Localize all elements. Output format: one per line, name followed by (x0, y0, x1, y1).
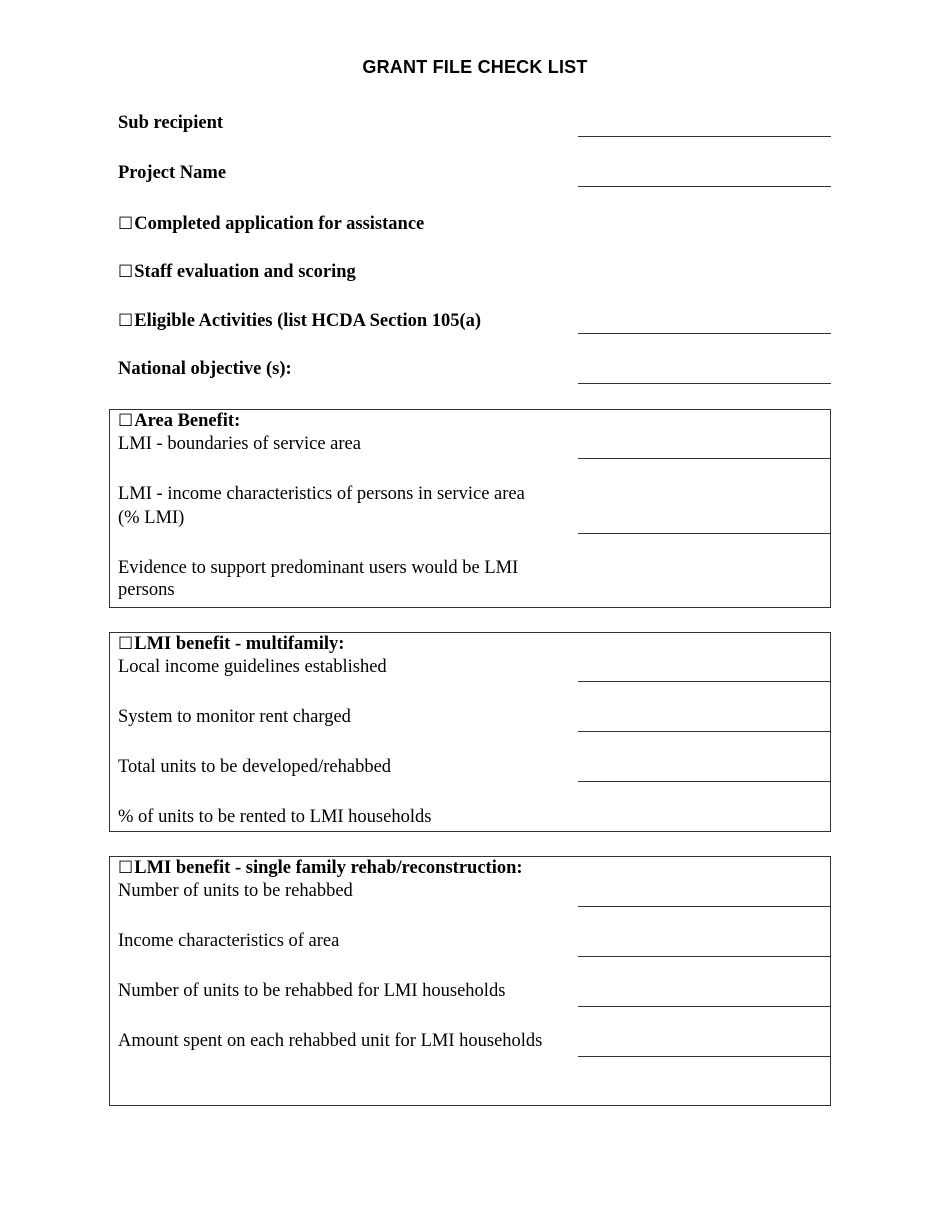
area-benefit-heading-label: Area Benefit: (134, 411, 241, 431)
area-benefit-item-income-line1: LMI - income characteristics of persons in service area (118, 484, 525, 504)
area-benefit-item-evidence-line2: persons (118, 580, 175, 600)
lmi-single-family-item-lmi-units: Number of units to be rehabbed for LMI households (118, 981, 506, 1001)
national-objective-field-line[interactable] (578, 383, 831, 384)
eligible-activities-field-line[interactable] (578, 333, 831, 334)
national-objective-label: National objective (s): (118, 359, 292, 379)
lmi-multifamily-item-rent: System to monitor rent charged (118, 707, 351, 727)
checklist-item-staff-evaluation (118, 261, 356, 284)
area-benefit-item-income-line2: (% LMI) (118, 508, 185, 528)
lmi-single-family-heading (118, 857, 523, 880)
checklist-item-label: Eligible Activities (list HCDA Section 105(a) (134, 311, 482, 331)
lmi-multifamily-item-guidelines: Local income guidelines established (118, 657, 387, 677)
checkbox-lmi-single-family[interactable]: ☐ (118, 858, 134, 878)
sub-recipient-field-line[interactable] (578, 136, 831, 137)
lmi-multifamily-item-total-units: Total units to be developed/rehabbed (118, 757, 392, 777)
page-title: GRANT FILE CHECK LIST (362, 57, 588, 77)
lmi-multifamily-heading-label: LMI benefit - multifamily: (134, 634, 345, 654)
lmi-multifamily-rent-line[interactable] (578, 731, 831, 732)
checklist-item-eligible-activities (118, 310, 481, 333)
checklist-item-label: Staff evaluation and scoring (134, 262, 356, 282)
project-name-field-line[interactable] (578, 186, 831, 187)
area-benefit-boundaries-line[interactable] (578, 458, 831, 459)
project-name-label: Project Name (118, 163, 227, 183)
lmi-multifamily-item-percent-units: % of units to be rented to LMI households (118, 807, 432, 827)
lmi-single-family-item-income: Income characteristics of area (118, 931, 340, 951)
lmi-single-family-item-amount: Amount spent on each rehabbed unit for LMI households (118, 1031, 543, 1051)
area-benefit-income-line[interactable] (578, 533, 831, 534)
lmi-single-family-item-units: Number of units to be rehabbed (118, 881, 353, 901)
lmi-single-family-amount-line[interactable] (578, 1056, 831, 1057)
area-benefit-item-boundaries: LMI - boundaries of service area (118, 434, 361, 454)
checkbox-area-benefit[interactable]: ☐ (118, 411, 134, 431)
checklist-item-completed-application (118, 213, 424, 236)
lmi-single-family-income-line[interactable] (578, 956, 831, 957)
area-benefit-heading (118, 410, 240, 433)
checkbox-completed-application[interactable]: ☐ (118, 214, 134, 234)
lmi-single-family-lmi-units-line[interactable] (578, 1006, 831, 1007)
lmi-single-family-heading-label: LMI benefit - single family rehab/reconstruction: (134, 858, 523, 878)
lmi-multifamily-heading (118, 633, 344, 656)
checkbox-lmi-multifamily[interactable]: ☐ (118, 634, 134, 654)
lmi-multifamily-guidelines-line[interactable] (578, 681, 831, 682)
checkbox-staff-evaluation[interactable]: ☐ (118, 262, 134, 282)
area-benefit-item-evidence-line1: Evidence to support predominant users would be LMI (118, 558, 519, 578)
checkbox-eligible-activities[interactable]: ☐ (118, 311, 134, 331)
lmi-single-family-units-line[interactable] (578, 906, 831, 907)
lmi-multifamily-total-units-line[interactable] (578, 781, 831, 782)
checklist-item-label: Completed application for assistance (134, 214, 425, 234)
sub-recipient-label: Sub recipient (118, 113, 224, 133)
